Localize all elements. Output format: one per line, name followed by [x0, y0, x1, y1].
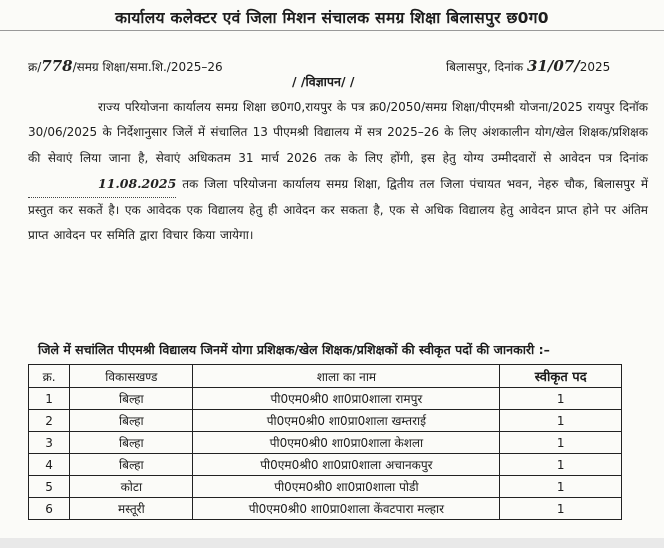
row-block: बिल्हा — [70, 432, 193, 454]
row-block: बिल्हा — [70, 388, 193, 410]
row-posts: 1 — [500, 388, 622, 410]
row-posts: 1 — [500, 476, 622, 498]
row-serial: 1 — [29, 388, 70, 410]
row-serial: 3 — [29, 432, 70, 454]
deadline-field — [28, 171, 176, 198]
row-school: पी0एम0श्री0 शा0प्रा0शाला केंवटपारा मल्हार — [193, 498, 500, 520]
table-row — [29, 476, 622, 498]
table-row — [29, 432, 622, 454]
row-school: पी0एम0श्री0 शा0प्रा0शाला खम्तराई — [193, 410, 500, 432]
table-row — [29, 498, 622, 520]
row-block: कोटा — [70, 476, 193, 498]
table-header-row — [29, 365, 622, 388]
header-sanctioned-posts: स्वीकृत पद — [500, 365, 622, 388]
table-row — [29, 410, 622, 432]
date-year: 2025 — [579, 60, 611, 74]
row-serial: 4 — [29, 454, 70, 476]
row-block: मस्तूरी — [70, 498, 193, 520]
reference-suffix: /समग्र शिक्षा/समा.शि./2025–26 — [72, 60, 223, 74]
header-school: शाला का नाम — [193, 365, 500, 388]
row-serial: 6 — [29, 498, 70, 520]
date-handwritten: 31/07/ — [526, 57, 580, 75]
row-block: बिल्हा — [70, 410, 193, 432]
body-part-2: तक जिला परियोजना कार्यालय समग्र शिक्षा, द्वितीय तल जिला पंचायत भवन, नेहरु चौक, बिलासपुर में प्रस्तुत कर सकतें है। एक आवेदक एक विद्यालय हेतु ही आवेदन कर सकता है, एक से अधिक विद्यालय हेतु आवेदन प्राप्त होने पर अंतिम प्राप्त आवेदन पर समिति द्वारा विचार किया जायेगा। — [28, 176, 648, 243]
row-posts: 1 — [500, 454, 622, 476]
row-posts: 1 — [500, 498, 622, 520]
posts-table — [28, 364, 622, 520]
row-school: पी0एम0श्री0 शा0प्रा0शाला केशला — [193, 432, 500, 454]
header-serial: क्र. — [29, 365, 70, 388]
body-part-1: राज्य परियोजना कार्यालय समग्र शिक्षा छ0ग0,रायपुर के पत्र क्र0/2050/समग्र शिक्षा/पीएमश्री योजना/2025 रायपुर दिनॉक 30/06/2025 के निर्देशानुसार जिलें में संचालित 13 पीएमश्री विद्यालय में सत्र 2025–26 के लिए अंशकालीन योग/खेल शिक्षक/प्रशिक्षक की सेवाएं लिया जाना है, सेवाएं अधिकतम 31 मार्च 2026 तक के लिए होंगी, इस हेतु योग्य उम्मीदवारों से आवेदन पत्र दिनांक — [28, 100, 648, 165]
row-block: बिल्हा — [70, 454, 193, 476]
table-row — [29, 388, 622, 410]
scan-bottom-edge — [0, 538, 664, 548]
row-serial: 5 — [29, 476, 70, 498]
row-school: पी0एम0श्री0 शा0प्रा0शाला पोडी — [193, 476, 500, 498]
header-rule — [0, 30, 664, 31]
header-block: विकासखण्ड — [70, 365, 193, 388]
reference-prefix: क्र/ — [28, 60, 42, 74]
row-posts: 1 — [500, 410, 622, 432]
date-place: बिलासपुर, दिनांक — [446, 60, 524, 74]
office-title: कार्यालय कलेक्टर एवं जिला मिशन संचालक समग्र शिक्षा बिलासपुर छ0ग0 — [115, 9, 549, 27]
table-row — [29, 454, 622, 476]
advertisement-heading: / /विज्ञापन/ / — [292, 74, 355, 89]
reference-date — [446, 57, 610, 75]
deadline-handwritten: 11.08.2025 — [98, 175, 177, 191]
reference-handwritten-number: 778 — [41, 57, 73, 75]
row-serial: 2 — [29, 410, 70, 432]
advertisement-body — [28, 95, 648, 249]
row-school: पी0एम0श्री0 शा0प्रा0शाला अचानकपुर — [193, 454, 500, 476]
reference-number — [28, 57, 223, 75]
row-posts: 1 — [500, 432, 622, 454]
row-school: पी0एम0श्री0 शा0प्रा0शाला रामपुर — [193, 388, 500, 410]
table-title: जिले में सचांलित पीएमश्री विद्यालय जिनमें योगा प्रशिक्षक/खेल शिक्षक/प्रशिक्षकों की स्वीकृत पदों की जानकारी :– — [38, 342, 550, 357]
